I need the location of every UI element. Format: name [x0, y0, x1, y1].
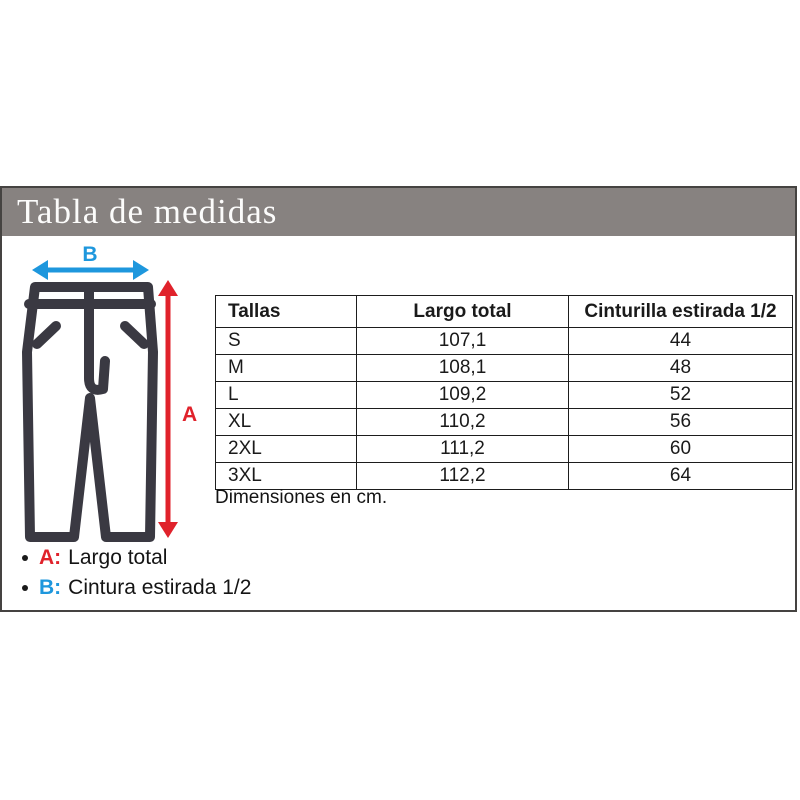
bullet-icon: [22, 585, 28, 591]
label-a: A: [182, 403, 198, 426]
table-row: [216, 355, 793, 382]
table-row: [216, 382, 793, 409]
cell-largo: 109,2: [357, 382, 569, 409]
legend-item-b: [22, 573, 251, 603]
cell-cinturilla: 60: [569, 436, 793, 463]
arrow-right-head: [133, 260, 149, 280]
measurement-legend: [22, 543, 251, 603]
table-row: [216, 436, 793, 463]
cell-largo: 112,2: [357, 463, 569, 490]
legend-key-b: B:: [39, 576, 62, 599]
pants-icon: [27, 287, 153, 537]
col-header-cinturilla: Cinturilla estirada 1/2: [569, 296, 793, 328]
bullet-icon: [22, 555, 28, 561]
cell-cinturilla: 52: [569, 382, 793, 409]
panel-header: [2, 188, 795, 236]
cell-largo: 107,1: [357, 328, 569, 355]
legend-item-a: [22, 543, 251, 573]
size-table: [215, 295, 793, 490]
cell-cinturilla: 44: [569, 328, 793, 355]
legend-text-b: Cintura estirada 1/2: [68, 576, 252, 599]
pants-measurement-diagram: [20, 240, 205, 545]
cell-largo: 108,1: [357, 355, 569, 382]
cell-size: XL: [216, 409, 357, 436]
label-b: B: [82, 243, 98, 266]
table-row: [216, 463, 793, 490]
arrow-top-head: [158, 280, 178, 296]
cell-cinturilla: 56: [569, 409, 793, 436]
cell-cinturilla: 48: [569, 355, 793, 382]
cell-cinturilla: 64: [569, 463, 793, 490]
length-arrow-a: [158, 280, 197, 538]
arrow-left-head: [32, 260, 48, 280]
table-header-row: [216, 296, 793, 328]
page-title: Tabla de medidas: [17, 192, 278, 231]
cell-size: L: [216, 382, 357, 409]
legend-text-a: Largo total: [68, 546, 168, 569]
cell-size: 3XL: [216, 463, 357, 490]
table-row: [216, 409, 793, 436]
arrow-bottom-head: [158, 522, 178, 538]
size-chart-panel: [0, 186, 797, 612]
cell-largo: 111,2: [357, 436, 569, 463]
legend-key-a: A:: [39, 546, 62, 569]
col-header-tallas: Tallas: [216, 296, 357, 328]
table-row: [216, 328, 793, 355]
cell-largo: 110,2: [357, 409, 569, 436]
cell-size: 2XL: [216, 436, 357, 463]
width-arrow-b: [32, 243, 149, 280]
units-note: Dimensiones en cm.: [215, 487, 388, 508]
cell-size: M: [216, 355, 357, 382]
col-header-largo-total: Largo total: [357, 296, 569, 328]
cell-size: S: [216, 328, 357, 355]
